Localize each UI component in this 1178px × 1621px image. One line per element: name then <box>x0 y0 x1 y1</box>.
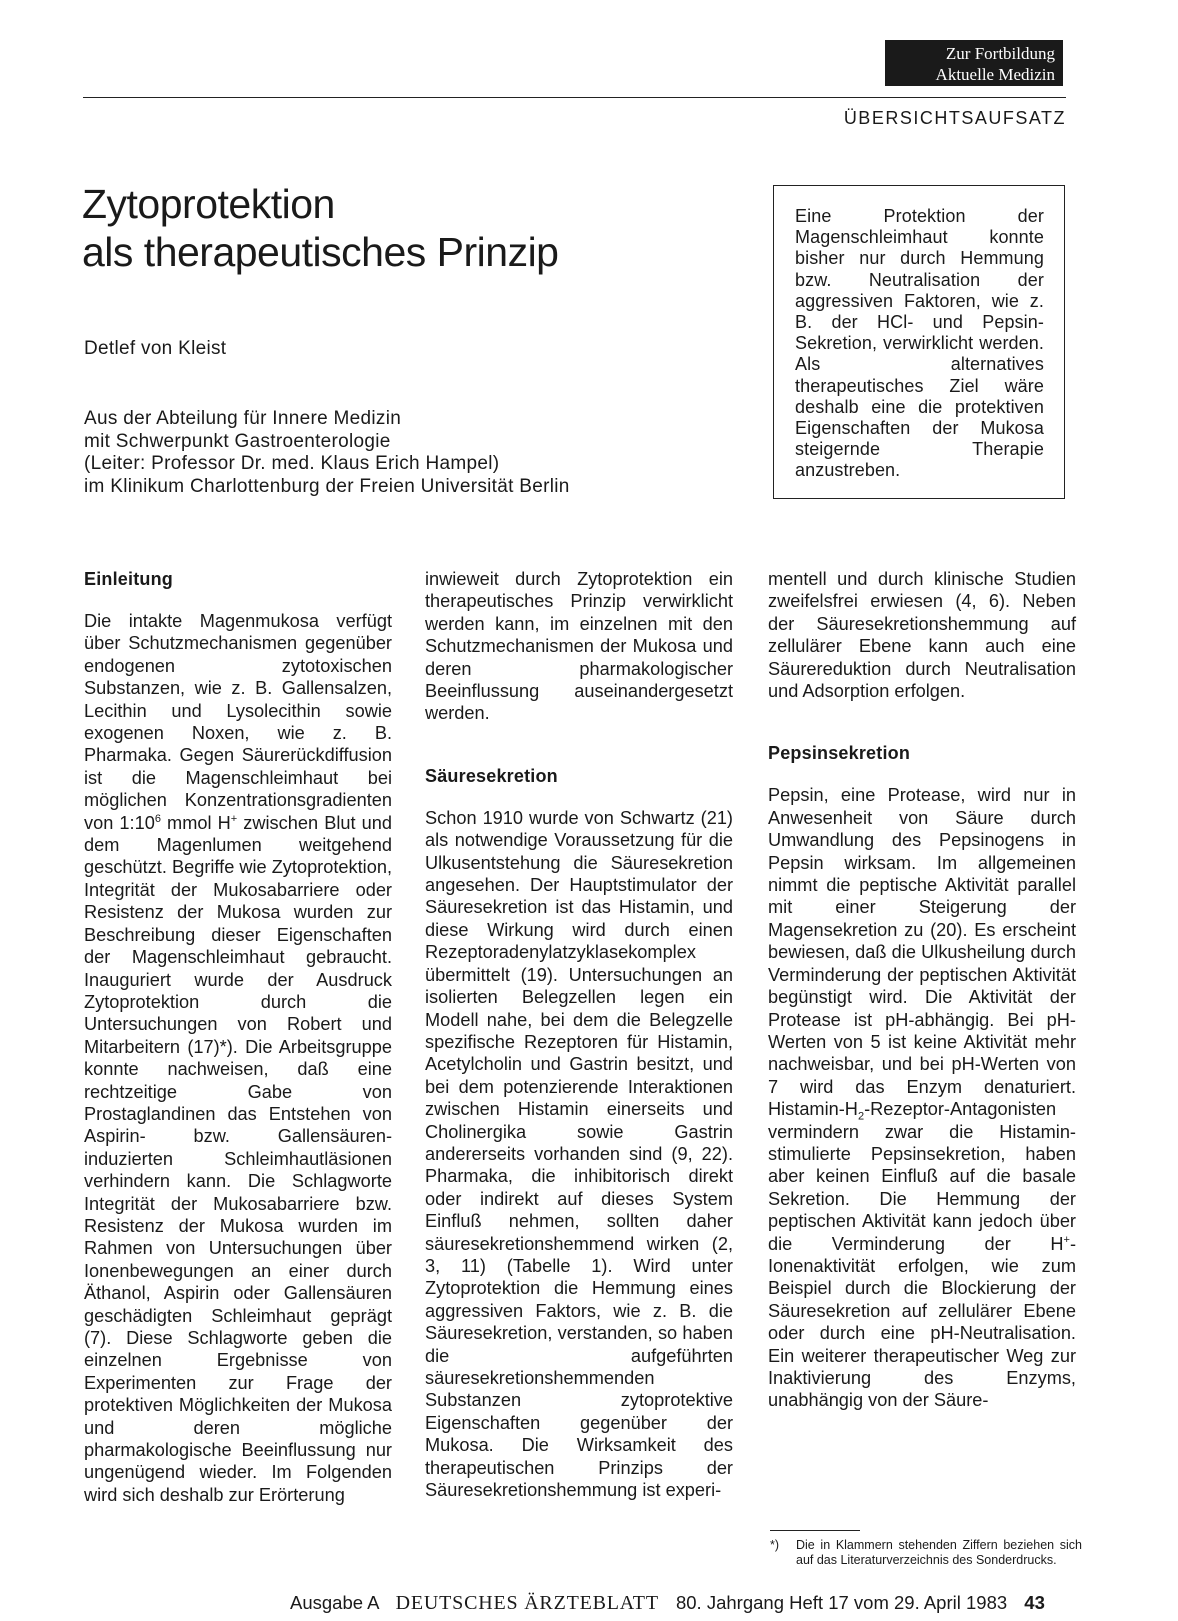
author-name: Detlef von Kleist <box>84 338 227 359</box>
affiliation-line: (Leiter: Professor Dr. med. Klaus Erich Hampel) <box>84 453 500 474</box>
intro-paragraph: Die intakte Magenmukosa verfügt über Schutzmechanismen gegenüber endogenen zytotoxischen Substanzen, wie z. B. Gallensalzen, Lecithin und Lysolecithin sowie exogenen Noxen, wie z. B. Pharmaka. Gegen Säurerückdiffusion ist die Magenschleimhaut bei möglichen Konzentrationsgradienten von $1:10^6$ mmol H+ zwischen Blut und dem Magenlumen weitgehend geschützt. Begriffe wie Zytoprotektion, Integrität der Mukosabarriere oder Resistenz der Mukosa wurden zur Beschreibung dieser Eigenschaften der Magenschleimhaut gebraucht. Inauguriert wurde der Ausdruck Zytoprotektion durch die Untersuchungen von Robert und Mitarbeitern (17)*). Die Arbeitsgruppe konnte nachweisen, daß eine rechtzeitige Gabe von Prostaglandinen das Entstehen von Aspirin- bzw. Gallensäuren-induzierten Schleimhautläsionen verhindern kann. Die Schlagworte Integrität der Mukosabarriere bzw. Resistenz der Mukosa wurden im Rahmen von Untersuchungen über Ionenbewegungen an einer durch Äthanol, Aspirin oder Gallensäuren geschädigten Schleimhaut geprägt (7). Diese Schlagworte geben die einzelnen Ergebnisse von Experimenten zur Frage der protektiven Möglichkeiten der Mukosa und deren mögliche pharmakologische Beeinflussung nur ungenügend wieder. Im Folgenden wird sich deshalb zur Erörterung <box>84 611 392 1505</box>
acid-paragraph-continued: mentell und durch klinische Studien zweifelsfrei erwiesen (4, 6). Neben der Säuresekretionshemmung auf zellulärer Ebene kann auch eine Säurereduktion durch Neutralisation und Adsorption erfolgen. <box>768 569 1076 702</box>
footnote-mark: *) <box>770 1538 780 1552</box>
pepsin-paragraph: Pepsin, eine Protease, wird nur in Anwesenheit von Säure durch Umwandlung des Pepsinogens in Pepsin wirksam. Im allgemeinen nimmt die peptische Aktivität parallel mit einer Steigerung der Magensekretion zu (20). Es erscheint bewiesen, daß die Ulkusheilung durch Verminderung der peptischen Aktivität begünstigt wird. Die Aktivität der Protease ist pH-abhängig. Bei pH-Werten von 5 ist keine Aktivität mehr nachweisbar, und bei pH-Werten von 7 wird das Enzym denaturiert. Histamin-$H_2-Rezeptor$-Antagonisten vermindern zwar die Histamin-stimulierte Pepsinsekretion, haben aber keinen Einfluß auf die basale Sekretion. Die Hemmung der peptischen Aktivität kann jedoch über die Verminderung der H+-Ionenaktivität erfolgen, wie zum Beispiel durch die Blockierung der Säuresekretion auf zellulärer Ebene oder durch eine pH-Neutralisation. Ein weiterer therapeutischer Weg zur Inaktivierung des Enzyms, unabhängig von der Säure- <box>768 785 1076 1411</box>
text-column-2 <box>425 568 733 1501</box>
section-label-line2: Aktuelle Medizin <box>935 65 1055 84</box>
intro-paragraph-continued: inwieweit durch Zytoprotektion ein therapeutisches Prinzip verwirklicht werden kann, im einzelnen mit den Schutzmechanismen der Mukosa und deren pharmakologischer Beeinflussung auseinandergesetzt werden. <box>425 569 733 724</box>
section-heading-saeuresekretion: Säuresekretion <box>425 765 558 786</box>
affiliation-line: mit Schwerpunkt Gastroenterologie <box>84 430 391 452</box>
header-rule <box>83 97 1066 98</box>
article-title <box>82 180 558 276</box>
intro-text-part-a: zwischen Blut und dem Magenlumen weitgehend geschützt. Begriffe wie Zytoprotektion, Integrität der Mukosabarriere oder Resistenz der Mukosa wurden zur Beschreibung dieser Eigenschaften der Magenschleimhaut gebraucht. Inauguriert wurde der Ausdruck Zytoprotektion durch die Untersuchungen von Robert und Mitarbeitern (17)*). Die Arbeitsgruppe konnte nachweisen, daß eine rechtzeitige Gabe von Prostaglandinen das Entstehen von Aspirin- bzw. Gallensäuren-induzierten Schleimhautläsionen verhindern kann. Die Schlagworte Integrität der Mukosabarriere bzw. Resistenz der Mukosa wurden im Rahmen von Untersuchungen über Ionenbewegungen an einer durch Äthanol, Aspirin oder Gallensäuren geschädigten Schleimhaut geprägt (7). Diese Schlagworte geben die einzelnen Ergebnisse von Experimenten zur Frage der protektiven Möglichkeiten der Mukosa und deren mögliche pharmakologische Beeinflussung nur ungenügend wieder. Im Folgenden wird sich deshalb zur Erörterung <box>84 812 392 1505</box>
affiliation-line: Aus der Abteilung für Innere Medizin <box>84 408 402 429</box>
acid-paragraph: Schon 1910 wurde von Schwartz (21) als notwendige Voraussetzung für die Ulkusentstehung die Säuresekretion angesehen. Der Hauptstimulator der Säuresekretion ist das Histamin, und diese Wirkung wird durch einen Rezeptoradenylatzyklasekomplex übermittelt (19). Untersuchungen an isolierten Belegzellen legen ein Modell nahe, bei dem die Belegzelle spezifische Rezeptoren für Histamin, Acetylcholin und Gastrin besitzt, und bei dem potenzierende Interaktionen zwischen Histamin einerseits und Cholinergika sowie Gastrin andererseits vorhanden sind (9, 22). Pharmaka, die inhibitorisch direkt oder indirekt auf dieses System Einfluß nehmen, sollten daher säuresekretionshemmend wirken (2, 3, 11) (Tabelle 1). Wird unter Zytoprotektion die Hemmung eines aggressiven Faktors, wie z. B. die Säuresekretion, verstanden, so haben die aufgeführten säuresekretionshemmenden Substanzen zytoprotektive Eigenschaften gegenüber der Mukosa. Die Wirksamkeit des therapeutischen Prinzips der Säuresekretionshemmung ist experi- <box>425 807 733 1501</box>
article-type-label: ÜBERSICHTSAUFSATZ <box>843 108 1066 128</box>
text-column-3 <box>768 568 1076 1412</box>
footnote-rule <box>770 1530 860 1531</box>
issue-info: 80. Jahrgang Heft 17 vom 29. April 1983 <box>675 1592 1008 1613</box>
page-number: 43 <box>1024 1592 1045 1613</box>
page-footer <box>290 1592 1045 1615</box>
journal-name: DEUTSCHES ÄRZTEBLATT <box>395 1592 659 1614</box>
title-line-1: Zytoprotektion <box>82 181 335 227</box>
affiliation <box>84 408 570 498</box>
affiliation-line: im Klinikum Charlottenburg der Freien Universität Berlin <box>84 475 570 497</box>
text-column-1 <box>84 568 392 1506</box>
section-badge <box>885 40 1063 86</box>
section-label-line1: Zur Fortbildung <box>945 44 1055 63</box>
footnote-text: Die in Klammern stehenden Ziffern beziehen sich auf das Literaturverzeichnis des Sonderdrucks. <box>796 1538 1082 1567</box>
section-heading-einleitung: Einleitung <box>84 569 173 589</box>
abstract-box <box>773 185 1065 499</box>
section-heading-pepsinsekretion: Pepsinsekretion <box>768 743 911 764</box>
abstract-text: Eine Protektion der Magenschleimhaut konnte bisher nur durch Hemmung bzw. Neutralisation der aggressiven Faktoren, wie z. B. der HCl- und Pepsin-Sekretion, verwirklicht werden. Als alternatives therapeutisches Ziel wäre deshalb eine die protektiven Eigenschaften der Mukosa steigernde Therapie anzustreben. <box>795 206 1044 481</box>
footnote <box>770 1538 1082 1568</box>
edition-label: Ausgabe A <box>290 1592 379 1613</box>
title-line-2: als therapeutisches Prinzip <box>82 229 559 275</box>
